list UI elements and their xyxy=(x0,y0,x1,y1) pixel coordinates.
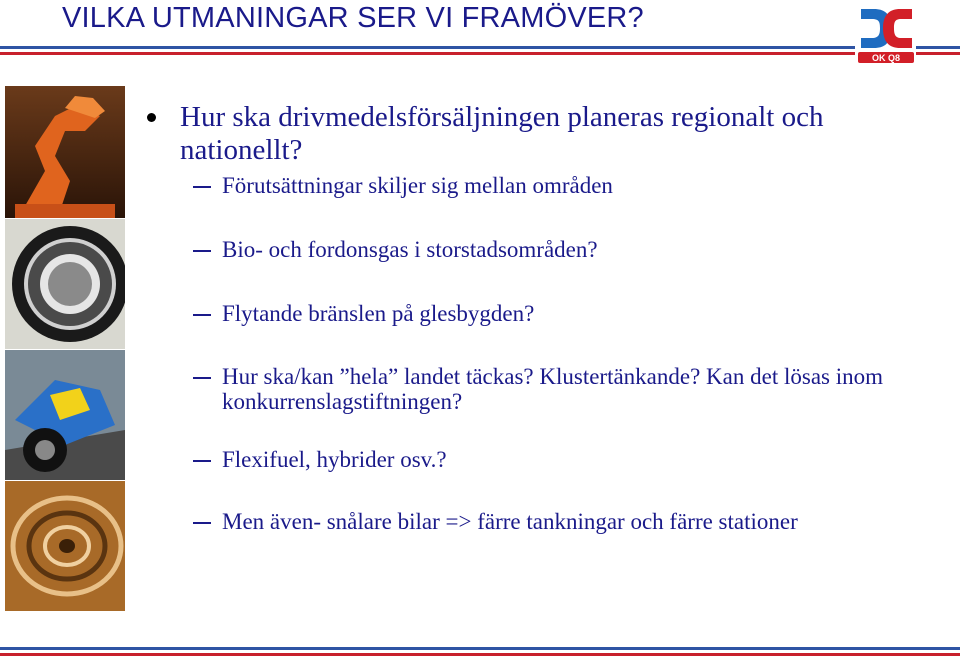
sub-bullet-6: Men även- snålare bilar => färre tankningar och färre stationer xyxy=(222,509,798,534)
sub-bullet-4: Hur ska/kan ”hela” landet täckas? Klustertänkande? Kan det lösas inom konkurrenslagstiftningen? xyxy=(222,364,884,414)
header-bar-red xyxy=(0,52,855,55)
water-ripple-image xyxy=(5,481,125,611)
sub-bullet-5: Flexifuel, hybrider osv.? xyxy=(222,447,447,472)
sub-bullet-dash xyxy=(193,314,211,316)
main-bullet: Hur ska drivmedelsförsäljningen planeras regionalt och nationellt? xyxy=(180,101,824,166)
slide-title: VILKA UTMANINGAR SER VI FRAMÖVER? xyxy=(62,2,644,34)
sub-bullet-dash xyxy=(193,377,211,379)
okq8-logo xyxy=(858,6,914,64)
robot-arm-image xyxy=(5,86,125,218)
footer-bar-blue xyxy=(0,647,960,650)
header-bar-red-right xyxy=(916,52,960,55)
footer-bar-red xyxy=(0,653,960,656)
header-bar-blue-right xyxy=(916,46,960,49)
sub-bullet-dash xyxy=(193,460,211,462)
sub-bullet-3: Flytande bränslen på glesbygden? xyxy=(222,301,535,326)
sub-bullet-dash xyxy=(193,522,211,524)
sub-bullet-2: Bio- och fordonsgas i storstadsområden? xyxy=(222,237,598,262)
ball-bearing-image xyxy=(5,219,125,349)
sub-bullet-1: Förutsättningar skiljer sig mellan områden xyxy=(222,173,613,198)
logo-text: OK Q8 xyxy=(871,53,901,63)
sub-bullet-dash xyxy=(193,186,211,188)
motorcycle-image xyxy=(5,350,125,480)
bullet-marker xyxy=(147,113,156,122)
sub-bullet-dash xyxy=(193,250,211,252)
header-bar-blue xyxy=(0,46,855,49)
